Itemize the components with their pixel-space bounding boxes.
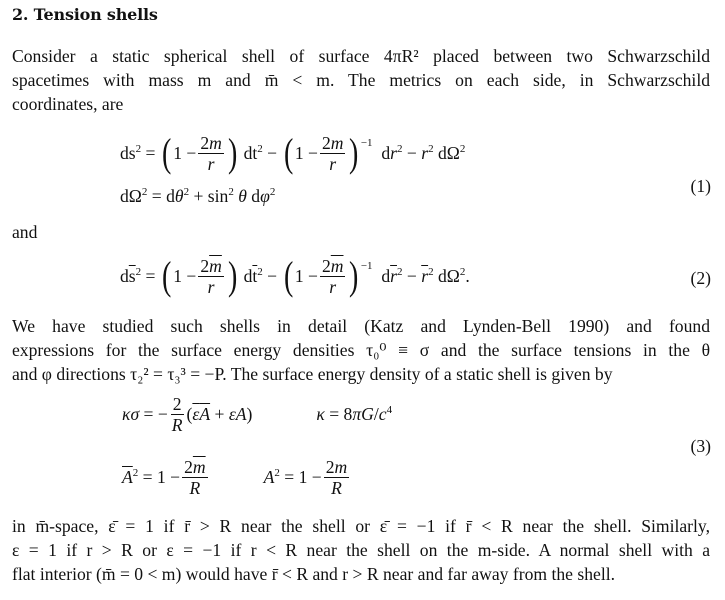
equation-1-number: (1) <box>690 176 711 196</box>
paragraph-line: Consider a static spherical shell of surface 4πR² placed between two Schwarzschild <box>12 46 710 66</box>
equation-1-line-2: $d\Omega^2 = d\theta^2 + \sin^2 \theta$ $d\varphi^2$ <box>120 186 276 206</box>
paragraph-line: flat interior (m̄ = 0 < m) would have r̄ < R and r > R near and far away from the shell. <box>12 564 615 584</box>
connector-word: and <box>12 222 38 242</box>
paragraph-line: coordinates, are <box>12 94 124 114</box>
equation-2: $d\overline{s}^2$ = ( 1 − $\frac{2\overline{m}}{r}$ ) $d\overline{t}^2$ − ( 1 − $\frac{2\overline{m}}{r}$ ) $^{-1}$ $d\overline{r}^2 - \overline{r}^2$ $d\Omega^2$. <box>120 253 470 298</box>
paragraph-line: spacetimes with mass m and m̄ < m. The metrics on each side, in Schwarzschild <box>12 70 710 90</box>
equation-3-line-2: $\overline{A}^2 = 1$ − $\frac{2\overline{m}}{R}$ $A^2 = 1$ − $\frac{2m}{R}$ <box>122 456 348 498</box>
paragraph-line: We have studied such shells in detail (Katz and Lynden-Bell 1990) and found <box>12 316 710 336</box>
paragraph-line: and φ directions τ₂² = τ₃³ = −P. The surface energy density of a static shell is given by <box>12 364 613 384</box>
intro-paragraph <box>12 44 710 116</box>
middle-paragraph <box>12 314 710 386</box>
equation-3-number: (3) <box>690 436 711 456</box>
closing-paragraph <box>12 514 710 586</box>
paragraph-line: in m̄-space, ε̄ = 1 if r̄ > R near the shell or ε̄ = −1 if r̄ < R near the shell. Similarly, <box>12 516 710 536</box>
equation-2-number: (2) <box>690 268 711 288</box>
equation-1-line-1: $ds^2$ = ( 1 − $\frac{2m}{r}$ ) $dt^2$ − ( 1 − $\frac{2m}{r}$ ) $^{-1}$ $dr^2 - r^2$ $d\Omega^2$ <box>120 130 466 175</box>
section-heading: 2. Tension shells <box>12 5 158 24</box>
paragraph-line: expressions for the surface energy densities τ₀⁰ ≡ σ and the surface tensions in the θ <box>12 340 710 360</box>
paragraph-line: ε = 1 if r > R or ε = −1 if r < R near the shell on the m-side. A normal shell with a <box>12 540 710 560</box>
equation-3-line-1: κσ = − $\frac{2}{R}$ $(\overline{\varepsilon}\overline{A} + \varepsilon A)$ $\kappa = 8\pi G/c^4$ <box>122 393 393 435</box>
